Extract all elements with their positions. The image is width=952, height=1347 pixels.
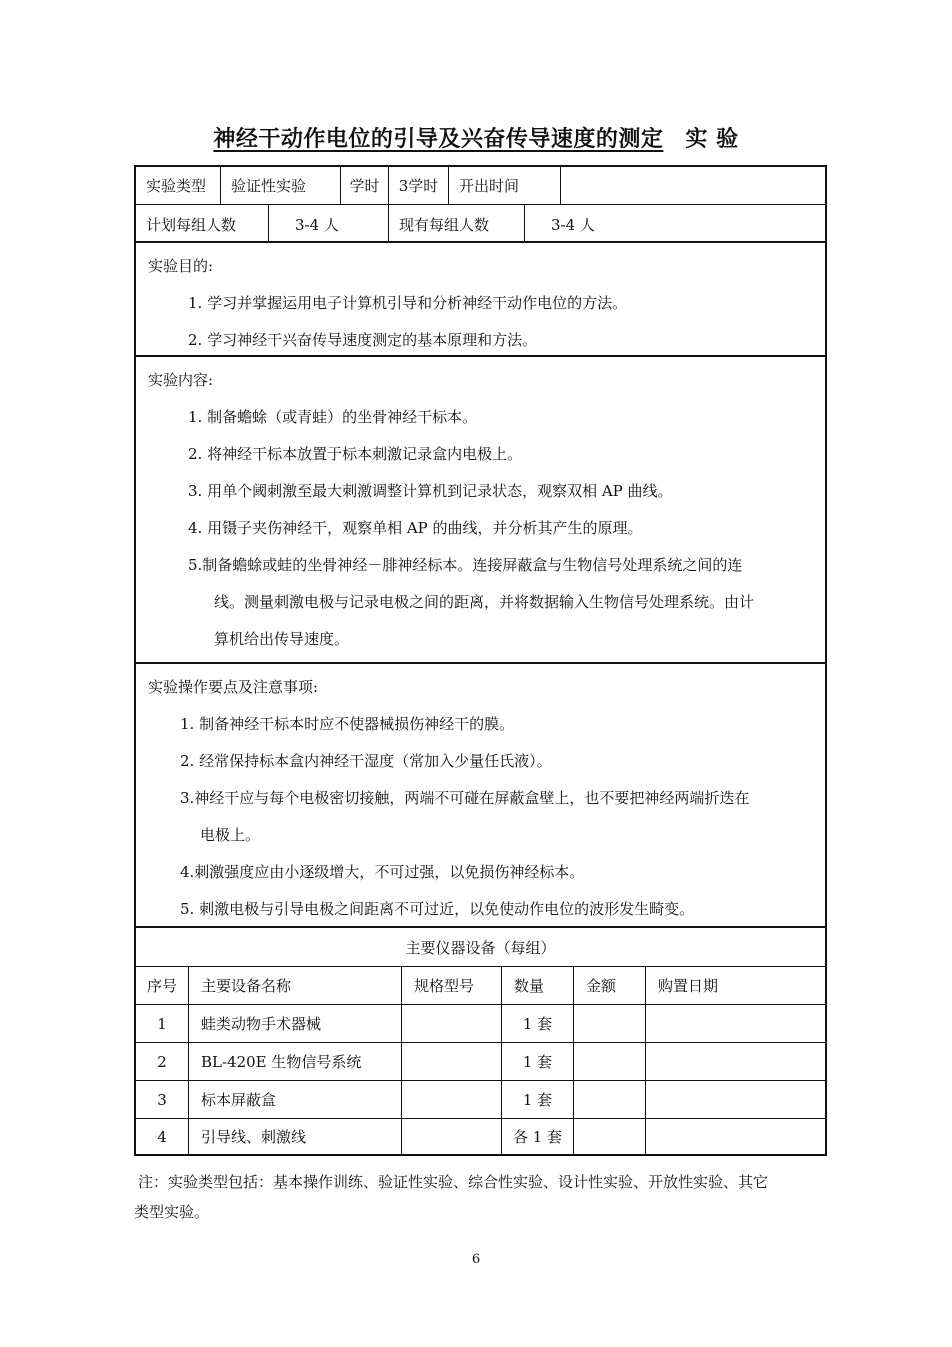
cell-index: 1 <box>157 1014 167 1033</box>
experiment-info-table <box>134 165 827 243</box>
cell-model <box>401 1005 501 1042</box>
col-header: 序号 <box>146 977 177 995</box>
equipment-header-row <box>136 966 825 1004</box>
cell-quantity: 1 套 <box>501 1081 573 1118</box>
col-header: 购置日期 <box>645 967 825 1004</box>
equipment-heading-row <box>136 928 825 966</box>
equipment-heading: 主要仪器设备（每组） <box>405 938 556 957</box>
type-value-cell <box>220 167 340 204</box>
title-main: 神经干动作电位的引导及兴奋传导速度的测定 <box>213 127 664 152</box>
cell-date <box>645 1119 825 1154</box>
notes-item: 1. 制备神经干标本时应不使器械损伤神经干的膜。 <box>180 715 515 733</box>
table-row <box>136 1042 825 1080</box>
page-number: 6 <box>471 1252 481 1267</box>
hours-label: 学时 <box>349 177 380 195</box>
cell-amount <box>573 1043 645 1080</box>
cell-model <box>401 1081 501 1118</box>
current-label: 现有每组人数 <box>399 215 490 234</box>
footnote-line: 类型实验。 <box>134 1203 210 1221</box>
plan-label-cell <box>136 205 268 243</box>
purpose-item: 1. 学习并掌握运用电子计算机引导和分析神经干动作电位的方法。 <box>188 294 628 312</box>
plan-value-cell <box>268 205 388 243</box>
info-row-1 <box>136 167 825 204</box>
cell-amount <box>573 1081 645 1118</box>
cell-amount <box>573 1005 645 1042</box>
equipment-table <box>134 926 827 1156</box>
notes-item: 5. 刺激电极与引导电极之间距离不可过近，以免使动作电位的波形发生畸变。 <box>180 900 695 918</box>
cell-name: BL-420E 生物信号系统 <box>188 1043 401 1080</box>
cell-quantity: 各 1 套 <box>501 1119 573 1154</box>
notes-heading: 实验操作要点及注意事项: <box>148 678 319 696</box>
cell-model <box>401 1043 501 1080</box>
footnote <box>134 1167 854 1227</box>
content-heading: 实验内容: <box>148 371 214 389</box>
cell-amount <box>573 1119 645 1154</box>
content-item: 线。测量刺激电极与记录电极之间的距离，并将数据输入生物信号处理系统。由计 <box>214 593 755 611</box>
content-item: 3. 用单个阈刺激至最大刺激调整计算机到记录状态，观察双相 AP 曲线。 <box>188 482 673 500</box>
cell-date <box>645 1081 825 1118</box>
time-label-cell <box>448 167 560 204</box>
cell-date <box>645 1005 825 1042</box>
table-row <box>136 1118 825 1154</box>
current-value: 3-4 人 <box>551 215 595 234</box>
notes-item: 电极上。 <box>200 826 261 844</box>
current-label-cell <box>388 205 524 243</box>
content-item: 2. 将神经干标本放置于标本刺激记录盒内电极上。 <box>188 445 523 463</box>
purpose-item: 2. 学习神经干兴奋传导速度测定的基本原理和方法。 <box>188 331 538 349</box>
notes-item: 2. 经常保持标本盒内神经干湿度（常加入少量任氏液）。 <box>180 752 552 770</box>
col-header: 金额 <box>573 967 645 1004</box>
content-section <box>134 355 827 664</box>
cell-date <box>645 1043 825 1080</box>
info-row-2 <box>136 204 825 243</box>
hours-value-cell <box>388 167 448 204</box>
type-label: 实验类型 <box>146 177 207 195</box>
time-label: 开出时间 <box>459 177 520 195</box>
cell-name: 标本屏蔽盒 <box>188 1081 401 1118</box>
table-row <box>136 1004 825 1042</box>
col-header: 主要设备名称 <box>188 967 401 1004</box>
cell-index: 3 <box>157 1090 167 1109</box>
notes-section <box>134 662 827 928</box>
time-value-cell <box>560 167 825 204</box>
cell-model <box>401 1119 501 1154</box>
plan-value: 3-4 人 <box>295 215 339 234</box>
plan-label: 计划每组人数 <box>146 215 237 234</box>
purpose-heading: 实验目的: <box>148 257 214 275</box>
content-item: 5.制备蟾蜍或蛙的坐骨神经－腓神经标本。连接屏蔽盒与生物信号处理系统之间的连 <box>188 556 743 574</box>
type-label-cell <box>136 167 220 204</box>
current-value-cell <box>524 205 825 243</box>
purpose-section <box>134 241 827 357</box>
cell-quantity: 1 套 <box>501 1043 573 1080</box>
hours-value: 3学时 <box>398 177 439 195</box>
page-title <box>0 122 952 153</box>
notes-item: 4.刺激强度应由小逐级增大，不可过强，以免损伤神经标本。 <box>180 863 585 881</box>
content-item: 算机给出传导速度。 <box>214 630 350 648</box>
type-value: 验证性实验 <box>231 177 307 195</box>
table-row <box>136 1080 825 1118</box>
cell-index: 4 <box>157 1127 167 1146</box>
cell-name: 引导线、刺激线 <box>188 1119 401 1154</box>
col-header: 数量 <box>501 967 573 1004</box>
content-item: 1. 制备蟾蜍（或青蛙）的坐骨神经干标本。 <box>188 408 478 426</box>
content-item: 4. 用镊子夹伤神经干，观察单相 AP 的曲线，并分析其产生的原理。 <box>188 519 643 537</box>
cell-quantity: 1 套 <box>501 1005 573 1042</box>
footnote-line: 注：实验类型包括：基本操作训练、验证性实验、综合性实验、设计性实验、开放性实验、其它 <box>138 1173 769 1191</box>
cell-index: 2 <box>157 1052 167 1071</box>
title-suffix: 实 验 <box>685 127 739 152</box>
col-header: 规格型号 <box>401 967 501 1004</box>
cell-name: 蛙类动物手术器械 <box>188 1005 401 1042</box>
hours-label-cell <box>340 167 388 204</box>
notes-item: 3.神经干应与每个电极密切接触，两端不可碰在屏蔽盒壁上，也不要把神经两端折迭在 <box>180 789 750 807</box>
